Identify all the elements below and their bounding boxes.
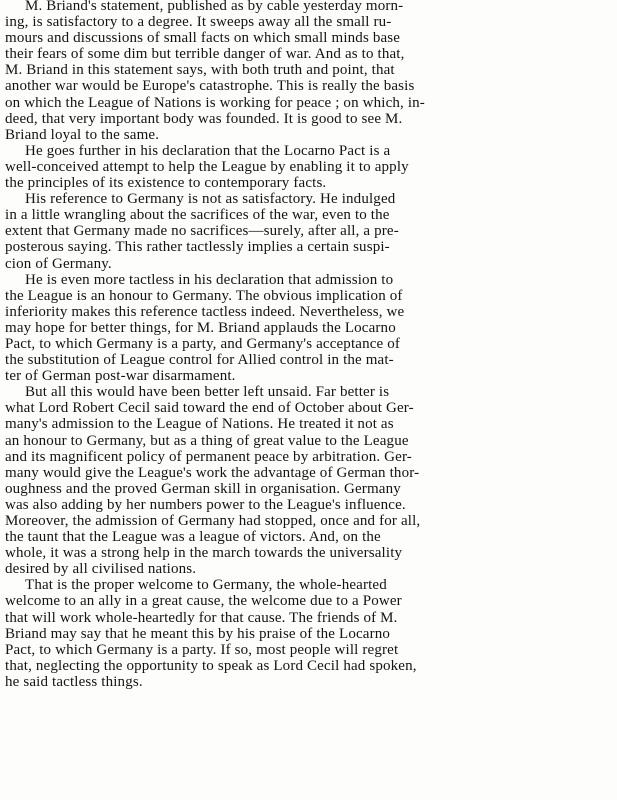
- text-line: mours and discussions of small facts on which small minds base: [5, 30, 401, 47]
- text-line: desired by all civilised nations.: [5, 561, 197, 578]
- text-line: on which the League of Nations is working for peace ; on which, in-: [5, 94, 425, 111]
- article-paragraph: [5, 191, 617, 271]
- text-line: That is the proper welcome to Germany, the whole-hearted: [25, 577, 387, 594]
- text-line: Briand may say that he meant this by his praise of the Locarno: [5, 625, 391, 642]
- article-paragraph: [5, 384, 617, 577]
- text-line: the principles of its existence to contemporary facts.: [5, 175, 327, 192]
- text-line: extent that Germany made no sacrifices—surely, after all, a pre-: [5, 223, 399, 240]
- text-line: His reference to Germany is not as satisfactory. He indulged: [25, 191, 396, 208]
- text-line: deed, that very important body was founded. It is good to see M.: [5, 110, 403, 127]
- text-line: Pact, to which Germany is a party. If so, most people will regret: [5, 641, 399, 658]
- text-line: and its magnificent policy of permanent peace by arbitration. Ger-: [5, 448, 412, 465]
- text-line: what Lord Robert Cecil said toward the end of October about Ger-: [5, 400, 414, 417]
- text-line: that will work whole-heartedly for that cause. The friends of M.: [5, 609, 398, 626]
- article-column: [5, 0, 617, 690]
- text-line: the substitution of League control for Allied control in the mat-: [5, 352, 394, 369]
- text-line: cion of Germany.: [5, 255, 112, 272]
- text-line: that, neglecting the opportunity to speak as Lord Cecil had spoken,: [5, 657, 417, 674]
- text-line: He goes further in his declaration that the Locarno Pact is a: [25, 142, 391, 159]
- text-line: M. Briand in this statement says, with both truth and point, that: [5, 62, 395, 79]
- article-paragraph: [5, 272, 617, 385]
- text-line: Pact, to which Germany is a party, and Germany's acceptance of: [5, 335, 401, 352]
- text-line: Moreover, the admission of Germany had stopped, once and for all,: [5, 513, 421, 529]
- text-line: ing, is satisfactory to a degree. It sweeps away all the small ru-: [5, 14, 392, 31]
- text-line: the League is an honour to Germany. The obvious implication of: [5, 287, 403, 304]
- text-line: many's admission to the League of Nations. He treated it not as: [5, 416, 394, 433]
- text-line: M. Briand's statement, published as by cable yesterday morn-: [25, 0, 404, 14]
- article-paragraph: [5, 577, 617, 690]
- text-line: well-conceived attempt to help the League by enabling it to apply: [5, 158, 409, 175]
- article-paragraph: [5, 143, 617, 191]
- text-line: ter of German post-war disarmament.: [5, 368, 236, 385]
- text-line: he said tactless things.: [5, 673, 143, 690]
- text-line: inferiority makes this reference tactless indeed. Nevertheless, we: [5, 303, 405, 320]
- text-line: an honour to Germany, but as a thing of great value to the League: [5, 432, 409, 449]
- article-paragraph: [5, 0, 617, 143]
- text-line: in a little wrangling about the sacrifices of the war, even to the: [5, 207, 390, 224]
- text-line: may hope for better things, for M. Briand applauds the Locarno: [5, 319, 396, 336]
- text-line: Briand loyal to the same.: [5, 126, 160, 143]
- text-line: posterous saying. This rather tactlessly implies a certain suspi-: [5, 239, 390, 256]
- text-line: But all this would have been better left unsaid. Far better is: [25, 384, 390, 401]
- text-line: many would give the League's work the advantage of German thor-: [5, 464, 420, 481]
- text-line: the taunt that the League was a league of victors. And, on the: [5, 529, 381, 546]
- text-line: was also adding by her numbers power to the League's influence.: [5, 496, 406, 513]
- text-line: oughness and the proved German skill in organisation. Germany: [5, 480, 401, 497]
- text-line: their fears of some dim but terrible danger of war. And as to that,: [5, 46, 405, 63]
- text-line: He is even more tactless in his declaration that admission to: [25, 271, 394, 288]
- text-line: whole, it was a strong help in the march towards the universality: [5, 545, 403, 562]
- text-line: another war would be Europe's catastrophe. This is really the basis: [5, 78, 415, 95]
- text-line: welcome to an ally in a great cause, the welcome due to a Power: [5, 593, 402, 610]
